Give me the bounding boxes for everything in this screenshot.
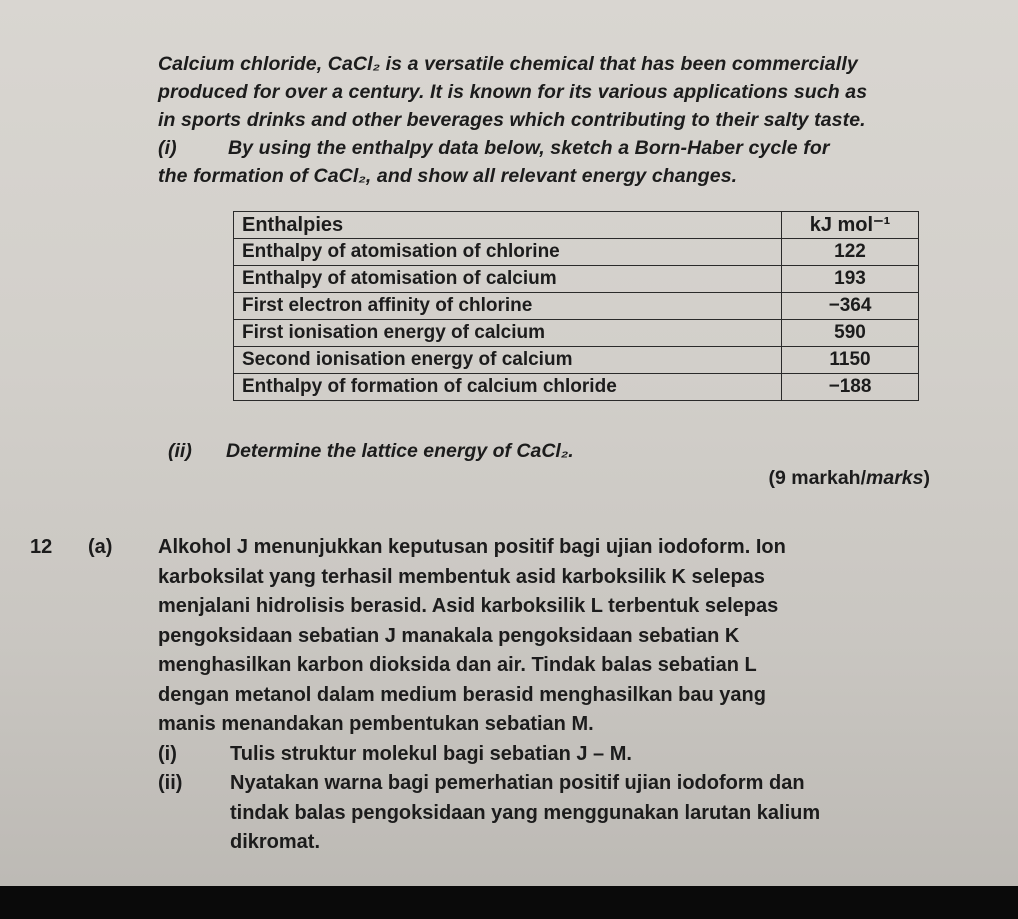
marks-prefix: (9 markah/ xyxy=(768,467,867,489)
row-value: 193 xyxy=(782,266,919,293)
intro-line-3: in sports drinks and other beverages which contributing to their salty taste. xyxy=(158,109,866,131)
part-ii-text: Determine the lattice energy of CaCl₂. xyxy=(226,440,574,462)
para-line-3: menjalani hidrolisis berasid. Asid karboksilik L terbentuk selepas xyxy=(158,595,779,617)
para-line-5: menghasilkan karbon dioksida dan air. Tindak balas sebatian L xyxy=(158,654,757,676)
header-enthalpies: Enthalpies xyxy=(234,212,782,239)
table-row xyxy=(234,374,919,401)
enthalpy-table-container xyxy=(233,211,919,401)
sub-i xyxy=(158,740,940,770)
part-a-body xyxy=(158,533,940,563)
row-label: Enthalpy of formation of calcium chloride xyxy=(234,374,782,401)
question-12 xyxy=(30,533,940,858)
table-row xyxy=(234,239,919,266)
question-11 xyxy=(158,50,948,190)
sub-ii-line-3: dikromat. xyxy=(230,831,321,853)
row-label: First ionisation energy of calcium xyxy=(234,320,782,347)
table-row xyxy=(234,347,919,374)
row-value: 590 xyxy=(782,320,919,347)
header-unit: kJ mol⁻¹ xyxy=(782,212,919,239)
part-ii-number: (ii) xyxy=(168,440,192,462)
part-ii xyxy=(168,437,948,465)
marks-italic: marks xyxy=(866,467,924,489)
sub-i-text: Tulis struktur molekul bagi sebatian J – M. xyxy=(230,742,632,765)
intro-line-2: produced for over a century. It is known for its various applications such as xyxy=(158,81,868,103)
part-i-line-1: By using the enthalpy data below, sketch a Born-Haber cycle for xyxy=(228,137,830,159)
row-label: Enthalpy of atomisation of chlorine xyxy=(234,239,782,266)
marks-label xyxy=(700,464,930,492)
sub-ii-line-2: tindak balas pengoksidaan yang menggunakan larutan kalium xyxy=(230,801,821,824)
table-row xyxy=(234,320,919,347)
marks-suffix: ) xyxy=(923,467,930,489)
part-i xyxy=(158,134,948,162)
row-value: 1150 xyxy=(782,347,919,374)
table-header-row xyxy=(234,212,919,239)
intro-line-1: Calcium chloride, CaCl₂ is a versatile chemical that has been commercially xyxy=(158,53,858,75)
sub-ii-line-1: Nyatakan warna bagi pemerhatian positif ujian iodoform dan xyxy=(230,772,805,794)
row-value: −364 xyxy=(782,293,919,320)
table-row xyxy=(234,293,919,320)
part-a-label: (a) xyxy=(88,536,113,558)
para-line-6: dengan metanol dalam medium berasid menghasilkan bau yang xyxy=(158,683,766,706)
row-value: −188 xyxy=(782,374,919,401)
sub-ii xyxy=(158,769,940,858)
para-line-4: pengoksidaan sebatian J manakala pengoksidaan sebatian K xyxy=(158,624,740,647)
para-line-2: karboksilat yang terhasil membentuk asid karboksilik K selepas xyxy=(158,565,765,588)
sub-ii-number: (ii) xyxy=(158,772,183,794)
table-row xyxy=(234,266,919,293)
row-value: 122 xyxy=(782,239,919,266)
row-label: Second ionisation energy of calcium xyxy=(234,347,782,374)
part-i-number: (i) xyxy=(158,137,177,159)
row-label: Enthalpy of atomisation of calcium xyxy=(234,266,782,293)
enthalpy-table xyxy=(233,211,919,401)
part-i-line-2: the formation of CaCl₂, and show all relevant energy changes. xyxy=(158,165,738,187)
para-line-1: Alkohol J menunjukkan keputusan positif bagi ujian iodoform. Ion xyxy=(158,536,786,558)
para-line-7: manis menandakan pembentukan sebatian M. xyxy=(158,713,594,735)
sub-i-number: (i) xyxy=(158,742,177,765)
bottom-shadow-bar xyxy=(0,886,1018,919)
question-12-number: 12 xyxy=(30,536,53,558)
row-label: First electron affinity of chlorine xyxy=(234,293,782,320)
